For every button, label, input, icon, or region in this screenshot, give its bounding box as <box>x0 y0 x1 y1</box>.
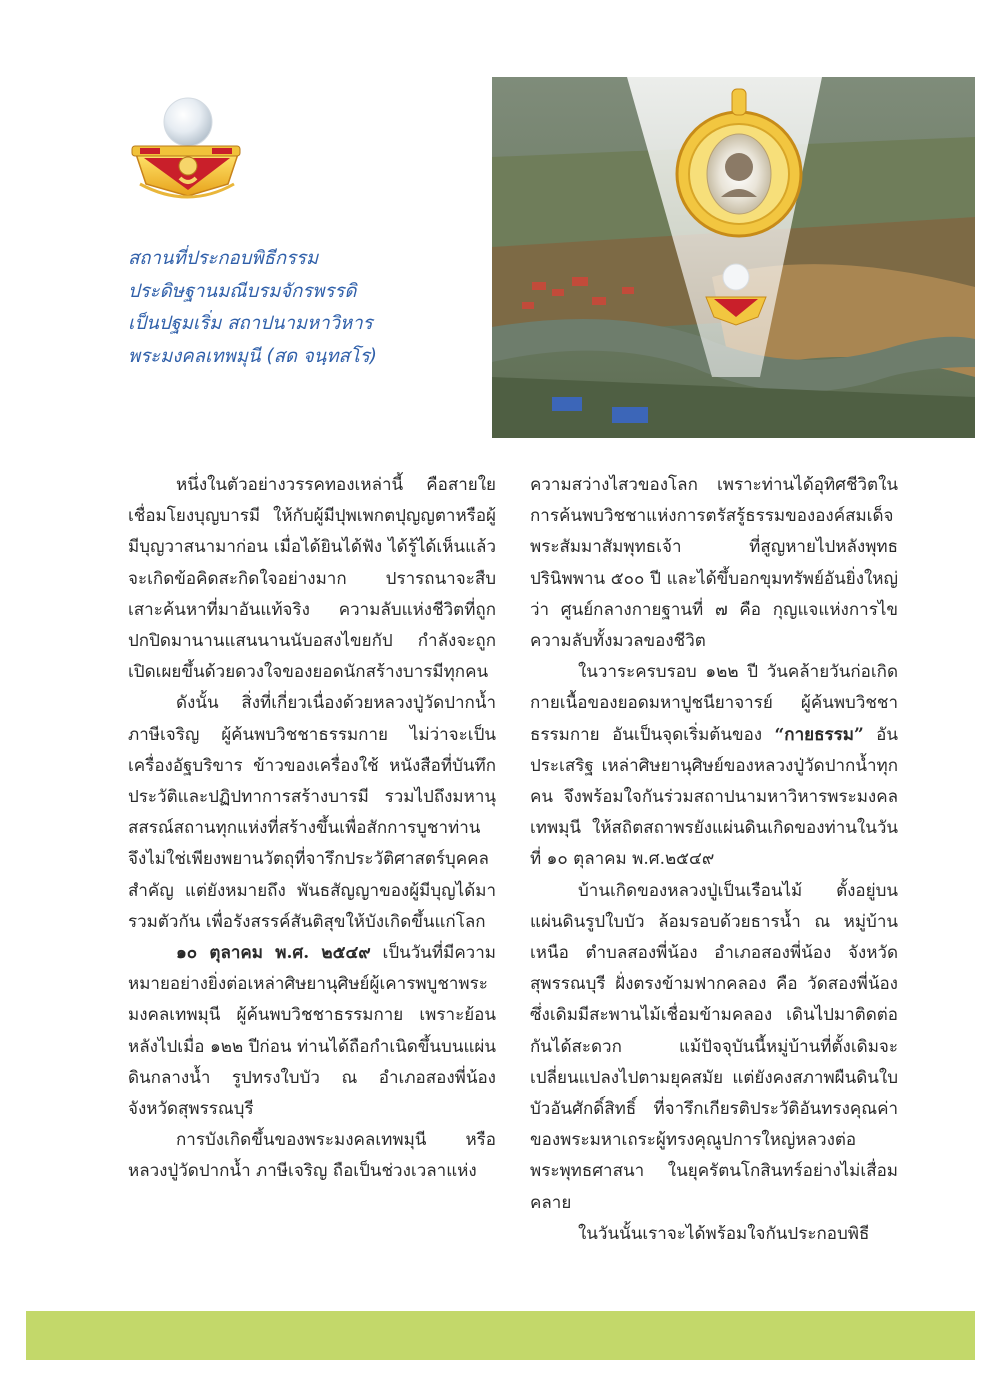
caption-line: สถานที่ประกอบพิธีกรรม <box>128 248 319 269</box>
caption-line: พระมงคลเทพมุนี (สด จนฺทสโร) <box>128 345 377 367</box>
paragraph <box>128 938 496 1125</box>
paragraph: ความสว่างไสวของโลก เพราะท่านได้อุทิศชีวิตในการค้นพบวิชชาแห่งการตรัสรู้ธรรมขององค์สมเด็จพระสัมมาสัมพุทธเจ้า ที่สูญหายไปหลังพุทธปรินิพพาน ๕๐๐ ปี และได้ขึ้บอกขุมทรัพย์อันยิ่งใหญ่ว่า ศูนย์กลางกายฐานที่ ๗ คือ กุญแจแห่งการไขความลับทั้งมวลของชีวิต <box>530 475 898 652</box>
bold-term: “กายธรรม” <box>774 724 864 745</box>
paragraph <box>530 657 898 875</box>
caption-line: เป็นปฐมเริ่ม สถาปนามหาวิหาร <box>128 313 373 334</box>
paragraph-text: เป็นวันที่มีความหมายอย่างยิ่งต่อเหล่าศิษยานุศิษย์ผู้เคารพบูชาพระมงคลเทพมุนี ผู้ค้นพบวิชชาธรรมกาย เพราะย้อนหลังไปเมื่อ ๑๒๒ ปีก่อน ท่านได้ถือกำเนิดขึ้นบนแผ่นดินกลางน้ำ รูปทรงใบบัว ณ อำเภอสองพี่น้อง จังหวัดสุพรรณบุรี <box>128 943 496 1120</box>
paragraph: การบังเกิดขึ้นของพระมงคลเทพมุนี หรือหลวงปู่วัดปากน้ำ ภาษีเจริญ ถือเป็นช่วงเวลาแห่ง <box>128 1130 496 1182</box>
paragraph: หนึ่งในตัวอย่างวรรคทองเหล่านี้ คือสายใยเชื่อมโยงบุญบารมี ให้กับผู้มีปุพเพกตปุญญตาหรือผู้มีบุญวาสนามาก่อน เมื่อได้ยินได้ฟัง ได้รู้ได้เห็นแล้ว จะเกิดข้อคิดสะกิดใจอย่างมาก ปรารถนาจะสืบเสาะค้นหาที่มาอันแท้จริง ความลับแห่งชีวิตที่ถูกปกปิดมานานแสนนานนับอสงไขยกัป กำลังจะถูกเปิดเผยขึ้นด้วยดวงใจของยอดนักสร้างบารมีทุกคน <box>128 475 496 683</box>
footer-band <box>26 1311 975 1360</box>
date-highlight: ๑๐ ตุลาคม พ.ศ. ๒๕๔๙ <box>176 943 371 964</box>
paragraph-text: อันประเสริฐ เหล่าศิษยานุศิษย์ของหลวงปู่วัดปากน้ำทุกคน จึงพร้อมใจกันร่วมสถาปนามหาวิหารพระมงคลเทพมุนี ให้สถิตสถาพรยังแผ่นดินเกิดของท่านในวันที่ ๑๐ ตุลาคม พ.ศ.๒๕๔๙ <box>530 724 898 870</box>
caption-line: ประดิษฐานมณีบรมจักรพรรดิ <box>128 280 357 302</box>
photo-caption <box>128 243 458 373</box>
paragraph: ดังนั้น สิ่งที่เกี่ยวเนื่องด้วยหลวงปู่วัดปากน้ำ ภาษีเจริญ ผู้ค้นพบวิชชาธรรมกาย ไม่ว่าจะเป็นเครื่องอัฐบริขาร ข้าวของเครื่องใช้ หนังสือที่บันทึกประวัติและปฏิปทาการสร้างบารมี รวมไปถึงมหานุสสรณ์สถานทุกแห่งที่สร้างขึ้นเพื่อสักการบูชาท่าน จึงไม่ใช่เพียงพยานวัตถุที่จารึกประวัติศาสตร์บุคคลสำคัญ แต่ยังหมายถึง พันธสัญญาของผู้มีบุญได้มารวมตัวกัน เพื่อรังสรรค์สันติสุขให้บังเกิดขึ้นแก่โลก <box>128 693 496 932</box>
paragraph: ในวันนั้นเราจะได้พร้อมใจกันประกอบพิธี <box>578 1223 870 1244</box>
paragraph: บ้านเกิดของหลวงปู่เป็นเรือนไม้ ตั้งอยู่บนแผ่นดินรูปใบบัว ล้อมรอบด้วยธารน้ำ ณ หมู่บ้านเหนือ ตำบลสองพี่น้อง อำเภอสองพี่น้อง จังหวัดสุพรรณบุรี ฝั่งตรงข้ามฟากคลอง คือ วัดสองพี่น้อง ซึ่งเดิมมีสะพานไม้เชื่อมข้ามคลอง เดินไปมาติดต่อกันได้สะดวก แม้ปัจจุบันนี้หมู่บ้านที่ตั้งเดิมจะเปลี่ยนแปลงไปตามยุคสมัย แต่ยังคงสภาพผืนดินใบบัวอันศักดิ์สิทธิ์ ที่จารึกเกียรติประวัติอันทรงคุณค่าของพระมหาเถระผู้ทรงคุณูปการใหญ่หลวงต่อพระพุทธศาสนา ในยุครัตนโกสินทร์อย่างไม่เสื่อมคลาย <box>530 880 898 1213</box>
paragraph-text: ในวาระครบรอบ ๑๒๒ ปี วันคล้ายวันก่อเกิดกายเนื้อของยอดมหาปูชนียาจารย์ ผู้ค้นพบวิชชาธรรมกาย อันเป็นจุดเริ่มต้นของ <box>530 662 898 745</box>
aerial-photo <box>492 77 975 438</box>
right-text-column <box>530 470 898 1250</box>
left-text-column <box>128 470 496 1188</box>
crystal-ball-emblem-icon <box>126 92 246 218</box>
